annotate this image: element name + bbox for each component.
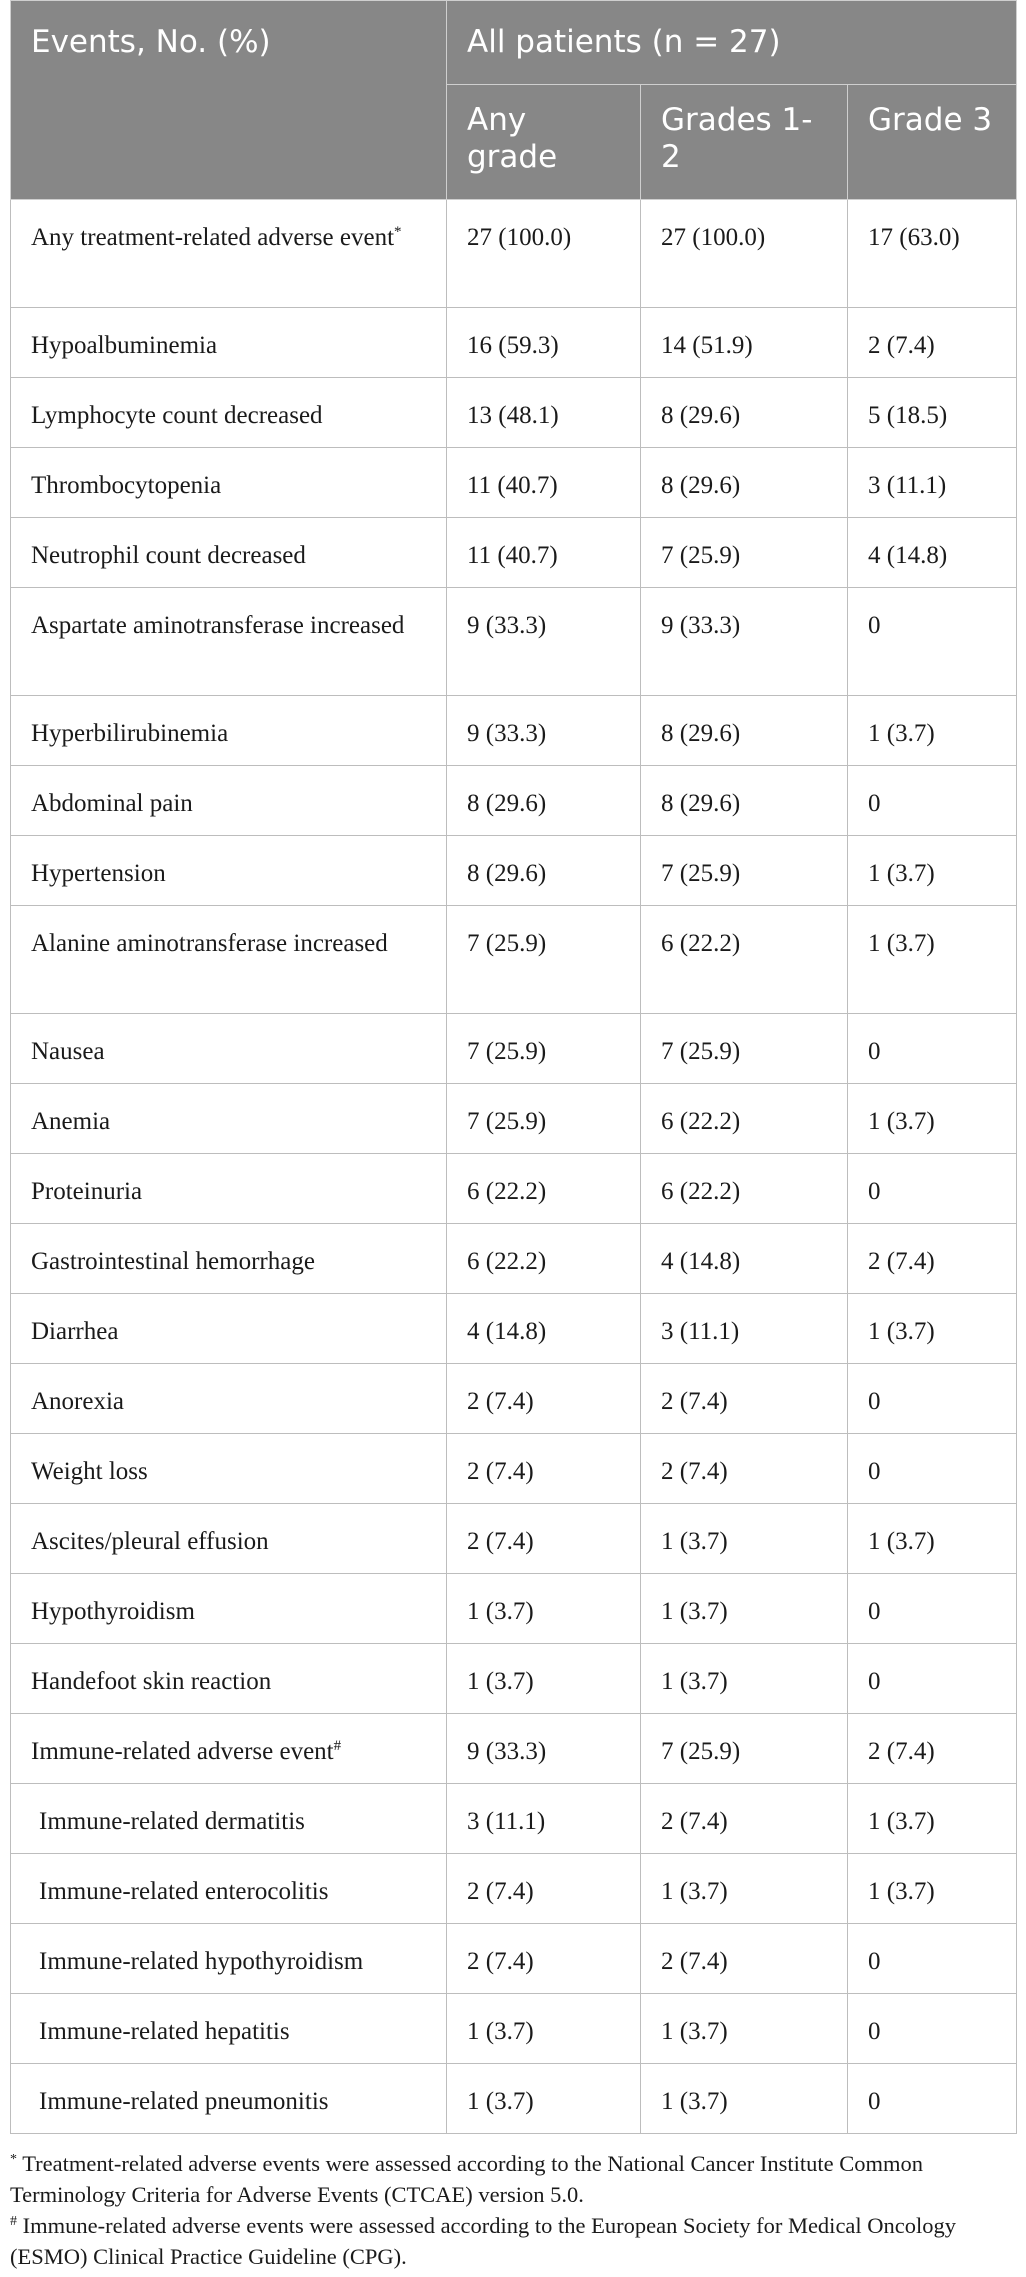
grades-1-2-cell: 2 (7.4) [641, 1434, 848, 1504]
header-any-grade: Any grade [447, 85, 641, 200]
table-row [11, 200, 1017, 308]
event-cell: Gastrointestinal hemorrhage [11, 1224, 447, 1294]
any-grade-cell: 9 (33.3) [447, 588, 641, 696]
grade-3-cell: 5 (18.5) [848, 378, 1017, 448]
table-row [11, 1084, 1017, 1154]
header-all-patients: All patients (n = 27) [447, 1, 1017, 85]
any-grade-cell: 2 (7.4) [447, 1854, 641, 1924]
grades-1-2-cell: 9 (33.3) [641, 588, 848, 696]
event-cell: Anorexia [11, 1364, 447, 1434]
event-cell: Nausea [11, 1014, 447, 1084]
table-row [11, 1364, 1017, 1434]
grades-1-2-cell: 2 (7.4) [641, 1924, 848, 1994]
grade-3-cell: 1 (3.7) [848, 696, 1017, 766]
grade-3-cell: 0 [848, 766, 1017, 836]
grades-1-2-cell: 8 (29.6) [641, 766, 848, 836]
grade-3-cell: 1 (3.7) [848, 1294, 1017, 1364]
event-cell: Diarrhea [11, 1294, 447, 1364]
event-cell: Immune-related hypothyroidism [11, 1924, 447, 1994]
grade-3-cell: 1 (3.7) [848, 1504, 1017, 1574]
event-cell: Hypoalbuminemia [11, 308, 447, 378]
grade-3-cell: 2 (7.4) [848, 1714, 1017, 1784]
table-row [11, 448, 1017, 518]
event-cell: Immune-related enterocolitis [11, 1854, 447, 1924]
grades-1-2-cell: 2 (7.4) [641, 1364, 848, 1434]
any-grade-cell: 27 (100.0) [447, 200, 641, 308]
any-grade-cell: 3 (11.1) [447, 1784, 641, 1854]
event-cell: Thrombocytopenia [11, 448, 447, 518]
table-row [11, 766, 1017, 836]
grades-1-2-cell: 14 (51.9) [641, 308, 848, 378]
table-row [11, 308, 1017, 378]
grade-3-cell: 1 (3.7) [848, 1854, 1017, 1924]
event-cell: Aspartate aminotransferase increased [11, 588, 447, 696]
footnote-esmo [10, 2210, 1016, 2272]
event-cell: Hypertension [11, 836, 447, 906]
table-header [11, 1, 1017, 200]
any-grade-cell: 1 (3.7) [447, 2064, 641, 2134]
table-row [11, 1924, 1017, 1994]
any-grade-cell: 13 (48.1) [447, 378, 641, 448]
grade-3-cell: 0 [848, 2064, 1017, 2134]
any-grade-cell: 8 (29.6) [447, 836, 641, 906]
event-cell: Hyperbilirubinemia [11, 696, 447, 766]
table-row [11, 1504, 1017, 1574]
event-cell: Proteinuria [11, 1154, 447, 1224]
any-grade-cell: 7 (25.9) [447, 1014, 641, 1084]
footnote-text: Immune-related adverse events were assessed according to the European Society for Medical Oncology (ESMO) Clinical Practice Guideline (CPG). [10, 2213, 957, 2269]
event-cell: Immune-related hepatitis [11, 1994, 447, 2064]
grade-3-cell: 0 [848, 1924, 1017, 1994]
table-row [11, 836, 1017, 906]
header-grade-3: Grade 3 [848, 85, 1017, 200]
any-grade-cell: 9 (33.3) [447, 696, 641, 766]
table-row [11, 1224, 1017, 1294]
any-grade-cell: 7 (25.9) [447, 1084, 641, 1154]
grade-3-cell: 2 (7.4) [848, 308, 1017, 378]
grade-3-cell: 1 (3.7) [848, 906, 1017, 1014]
grades-1-2-cell: 1 (3.7) [641, 1854, 848, 1924]
any-grade-cell: 2 (7.4) [447, 1434, 641, 1504]
grade-3-cell: 2 (7.4) [848, 1224, 1017, 1294]
grade-3-cell: 1 (3.7) [848, 1084, 1017, 1154]
grade-3-cell: 3 (11.1) [848, 448, 1017, 518]
grades-1-2-cell: 1 (3.7) [641, 2064, 848, 2134]
grade-3-cell: 1 (3.7) [848, 1784, 1017, 1854]
grade-3-cell: 17 (63.0) [848, 200, 1017, 308]
table-row [11, 588, 1017, 696]
grades-1-2-cell: 7 (25.9) [641, 518, 848, 588]
any-grade-cell: 16 (59.3) [447, 308, 641, 378]
any-grade-cell: 6 (22.2) [447, 1154, 641, 1224]
event-cell: Neutrophil count decreased [11, 518, 447, 588]
table-row [11, 1714, 1017, 1784]
event-cell: Anemia [11, 1084, 447, 1154]
event-cell: Abdominal pain [11, 766, 447, 836]
grades-1-2-cell: 6 (22.2) [641, 906, 848, 1014]
grades-1-2-cell: 1 (3.7) [641, 1504, 848, 1574]
header-events: Events, No. (%) [11, 1, 447, 200]
grades-1-2-cell: 3 (11.1) [641, 1294, 848, 1364]
event-label: Immune-related adverse event [31, 1738, 334, 1765]
grades-1-2-cell: 4 (14.8) [641, 1224, 848, 1294]
adverse-events-table-container [10, 0, 1016, 2272]
table-row [11, 2064, 1017, 2134]
footnote-ctcae [10, 2148, 1016, 2210]
footnote-marker: # [333, 1738, 342, 1754]
grades-1-2-cell: 8 (29.6) [641, 696, 848, 766]
event-cell [11, 1714, 447, 1784]
any-grade-cell: 9 (33.3) [447, 1714, 641, 1784]
grades-1-2-cell: 7 (25.9) [641, 1014, 848, 1084]
grade-3-cell: 0 [848, 1364, 1017, 1434]
table-row [11, 1644, 1017, 1714]
any-grade-cell: 4 (14.8) [447, 1294, 641, 1364]
event-cell: Hypothyroidism [11, 1574, 447, 1644]
any-grade-cell: 6 (22.2) [447, 1224, 641, 1294]
footnotes [10, 2148, 1016, 2272]
grades-1-2-cell: 2 (7.4) [641, 1784, 848, 1854]
any-grade-cell: 1 (3.7) [447, 1994, 641, 2064]
table-row [11, 1994, 1017, 2064]
any-grade-cell: 11 (40.7) [447, 448, 641, 518]
grades-1-2-cell: 27 (100.0) [641, 200, 848, 308]
any-grade-cell: 7 (25.9) [447, 906, 641, 1014]
grade-3-cell: 0 [848, 1154, 1017, 1224]
any-grade-cell: 11 (40.7) [447, 518, 641, 588]
event-cell: Alanine aminotransferase increased [11, 906, 447, 1014]
footnote-marker: * [10, 2152, 17, 2167]
table-row [11, 1784, 1017, 1854]
any-grade-cell: 1 (3.7) [447, 1574, 641, 1644]
table-row [11, 696, 1017, 766]
table-row [11, 1014, 1017, 1084]
event-cell: Handefoot skin reaction [11, 1644, 447, 1714]
event-cell: Weight loss [11, 1434, 447, 1504]
adverse-events-table [10, 0, 1017, 2134]
table-row [11, 1854, 1017, 1924]
event-cell: Immune-related dermatitis [11, 1784, 447, 1854]
grade-3-cell: 4 (14.8) [848, 518, 1017, 588]
table-row [11, 1574, 1017, 1644]
any-grade-cell: 8 (29.6) [447, 766, 641, 836]
grades-1-2-cell: 1 (3.7) [641, 1994, 848, 2064]
table-row [11, 906, 1017, 1014]
table-row [11, 1294, 1017, 1364]
grades-1-2-cell: 6 (22.2) [641, 1084, 848, 1154]
footnote-marker: * [394, 224, 402, 240]
grades-1-2-cell: 8 (29.6) [641, 448, 848, 518]
grades-1-2-cell: 7 (25.9) [641, 1714, 848, 1784]
grades-1-2-cell: 7 (25.9) [641, 836, 848, 906]
table-row [11, 1434, 1017, 1504]
any-grade-cell: 2 (7.4) [447, 1504, 641, 1574]
event-label: Any treatment-related adverse event [31, 224, 395, 251]
grade-3-cell: 0 [848, 1644, 1017, 1714]
grade-3-cell: 0 [848, 1994, 1017, 2064]
any-grade-cell: 2 (7.4) [447, 1364, 641, 1434]
event-cell: Lymphocyte count decreased [11, 378, 447, 448]
table-row [11, 378, 1017, 448]
grades-1-2-cell: 6 (22.2) [641, 1154, 848, 1224]
grade-3-cell: 0 [848, 1434, 1017, 1504]
grades-1-2-cell: 1 (3.7) [641, 1574, 848, 1644]
grades-1-2-cell: 1 (3.7) [641, 1644, 848, 1714]
event-cell [11, 200, 447, 308]
grade-3-cell: 0 [848, 1574, 1017, 1644]
header-grades-1-2: Grades 1-2 [641, 85, 848, 200]
grade-3-cell: 0 [848, 1014, 1017, 1084]
any-grade-cell: 1 (3.7) [447, 1644, 641, 1714]
any-grade-cell: 2 (7.4) [447, 1924, 641, 1994]
event-cell: Ascites/pleural effusion [11, 1504, 447, 1574]
grade-3-cell: 1 (3.7) [848, 836, 1017, 906]
grade-3-cell: 0 [848, 588, 1017, 696]
footnote-text: Treatment-related adverse events were assessed according to the National Cancer Institute Common Terminology Criteria for Adverse Events (CTCAE) version 5.0. [10, 2151, 923, 2207]
event-cell: Immune-related pneumonitis [11, 2064, 447, 2134]
grades-1-2-cell: 8 (29.6) [641, 378, 848, 448]
footnote-marker: # [10, 2214, 17, 2229]
table-row [11, 1154, 1017, 1224]
table-row [11, 518, 1017, 588]
